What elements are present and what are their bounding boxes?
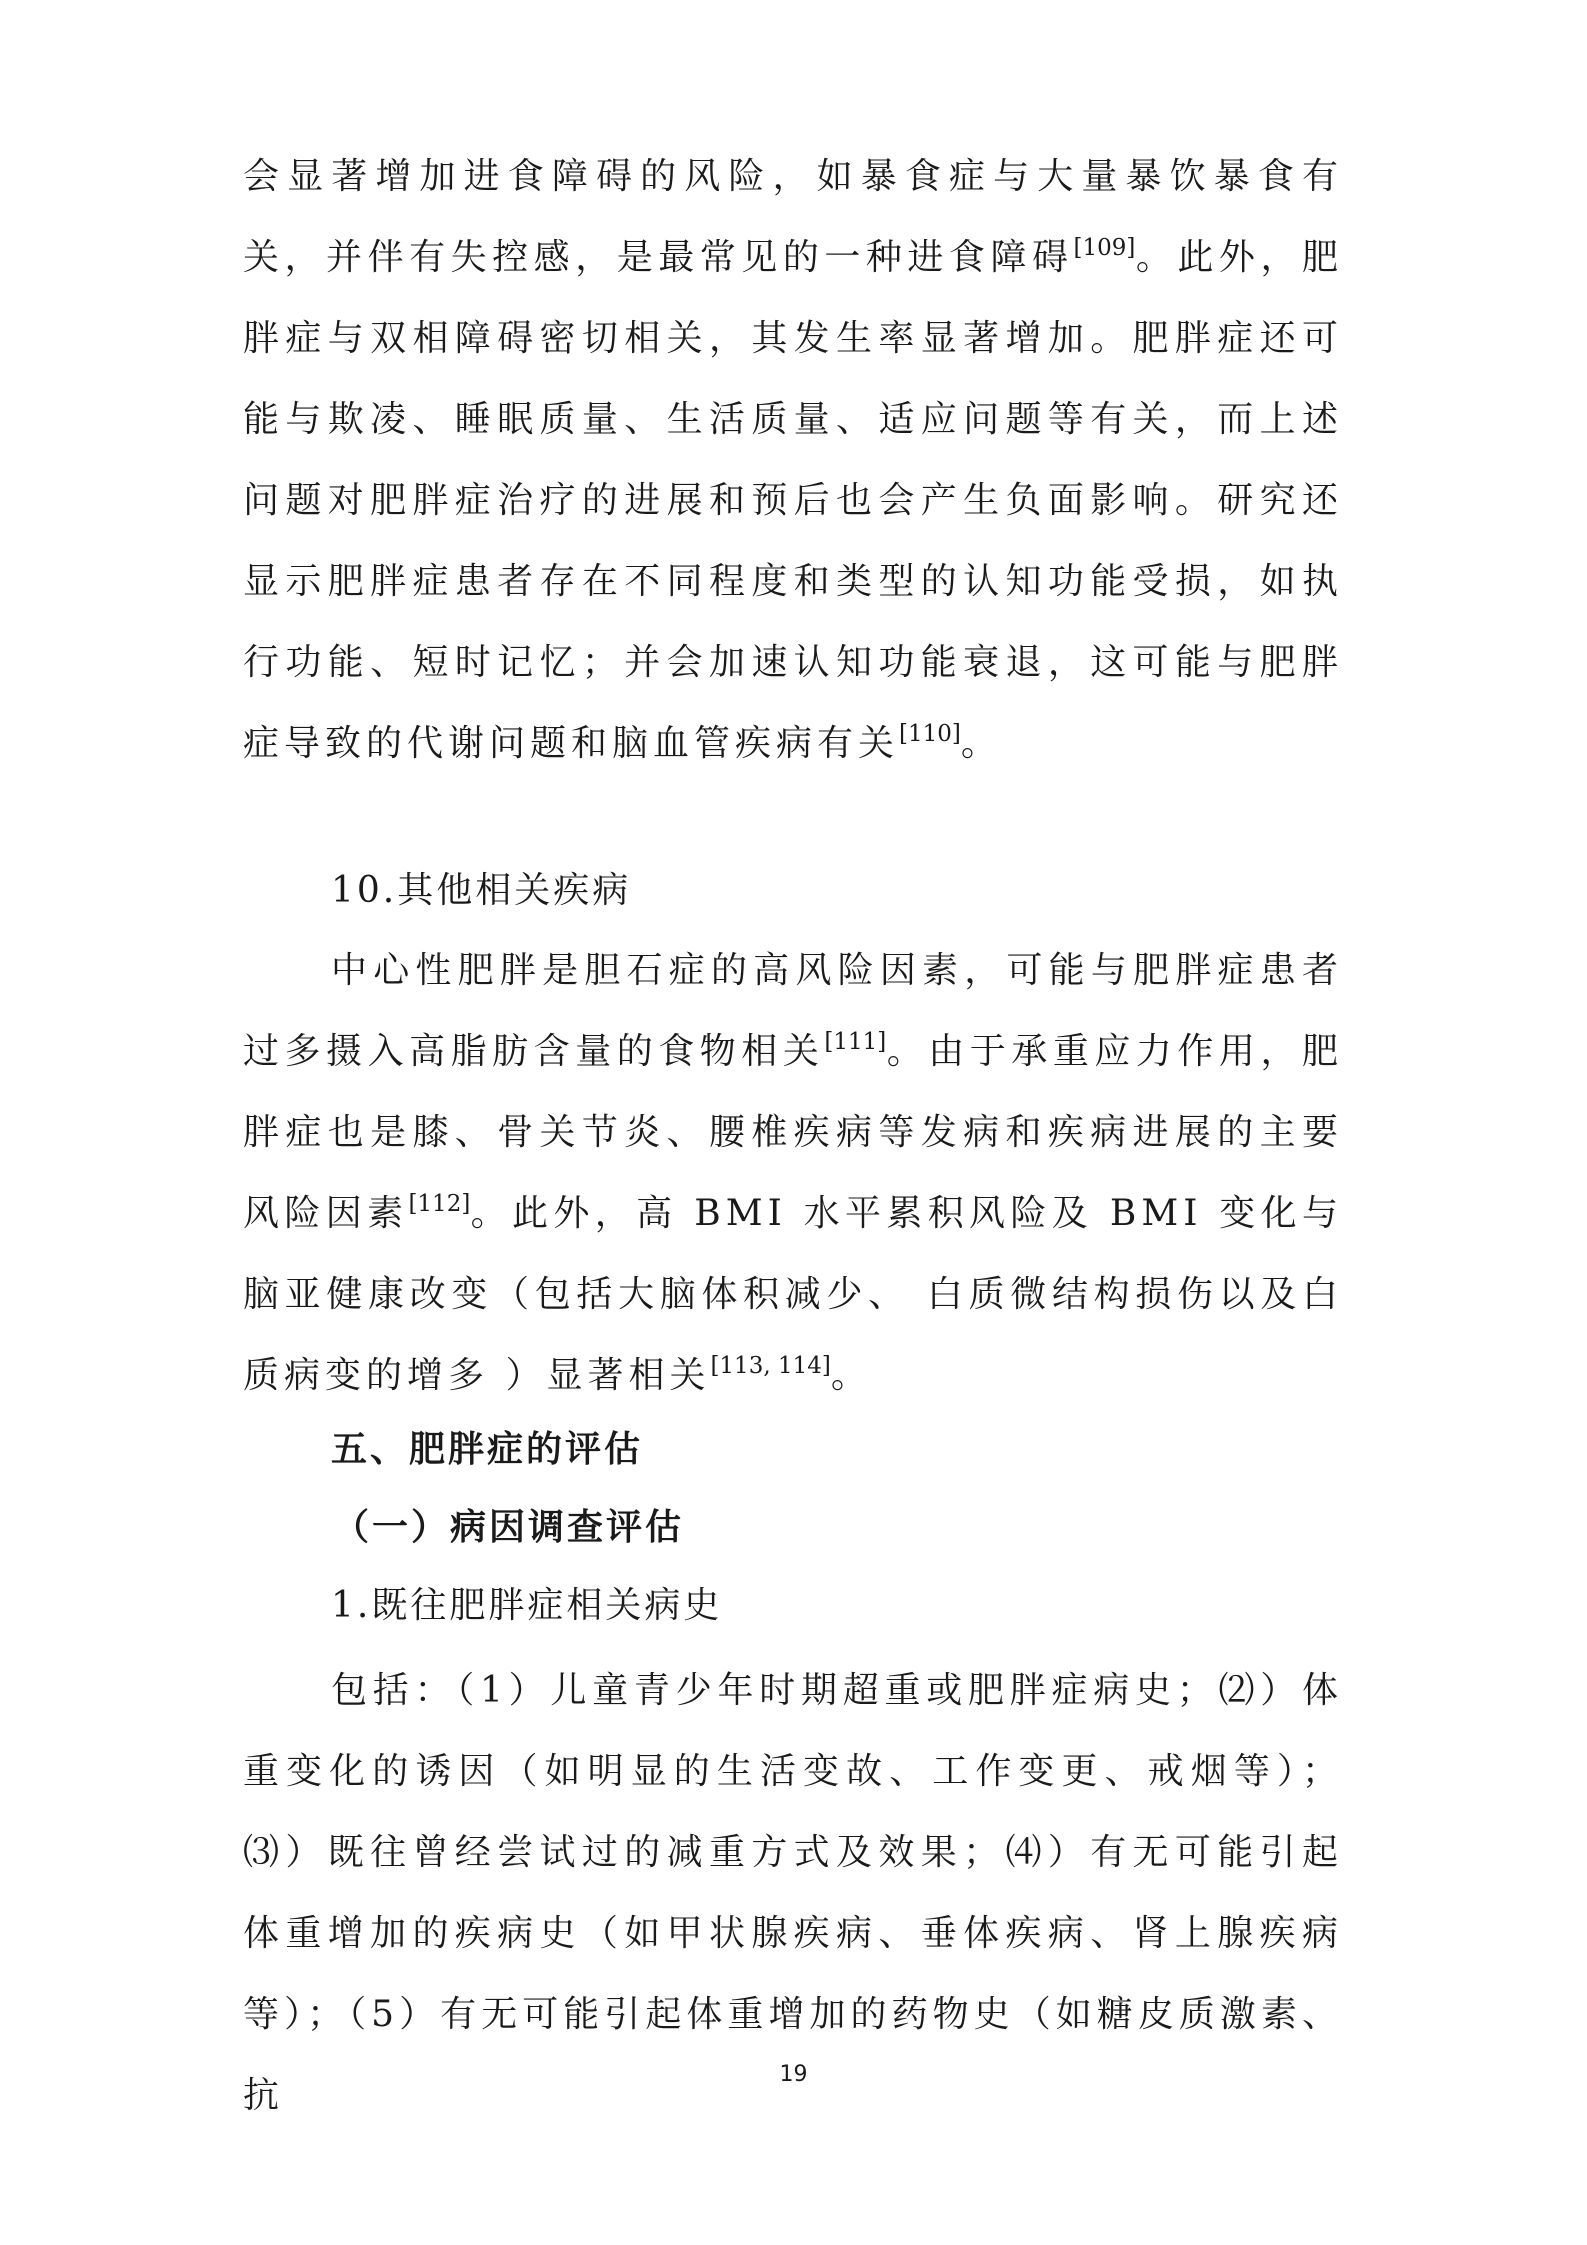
subsection-heading-etiology-assessment: （一）病因调查评估 xyxy=(333,1507,685,1548)
citation-112: [112] xyxy=(408,1191,471,1217)
citation-111: [111] xyxy=(824,1029,887,1055)
citation-113-114: [113, 114] xyxy=(710,1353,831,1379)
heading-other-related-diseases: 10.其他相关疾病 xyxy=(331,870,632,911)
section-heading-obesity-assessment: 五、肥胖症的评估 xyxy=(331,1429,644,1470)
text-run: 。此外，肥胖症与双相障碍密切相关，其发生率显著增加。肥胖症还可能与欺凌、睡眠质量、生活质量、适应问题等有关，而上述问题对肥胖症治疗的进展和预后也会产生负面影响。研究还显示肥胖症患者存在不同程度和类型的认知功能受损，如执行功能、短时记忆；并会加速认知功能衰退，这可能与肥胖症导致的代谢问题和脑血管疾病有关 xyxy=(243,237,1343,764)
page-number: 19 xyxy=(779,2062,808,2087)
citation-110: [110] xyxy=(899,721,961,747)
item-heading-past-history: 1.既往肥胖症相关病史 xyxy=(331,1585,723,1626)
citation-109: [109] xyxy=(1073,235,1136,261)
text-run: 。 xyxy=(830,1355,872,1396)
paragraph-text xyxy=(243,930,1343,1416)
paragraph-text xyxy=(243,136,1343,784)
paragraph-other-diseases xyxy=(243,930,1343,1416)
paragraph-text: 包括：（1）儿童青少年时期超重或肥胖症病史；⑵）体重变化的诱因（如明显的生活变故、工作变更、戒烟等）；⑶）既往曾经尝试过的减重方式及效果；⑷）有无可能引起体重增加的疾病史（如甲状腺疾病、垂体疾病、肾上腺疾病等）；（5）有无可能引起体重增加的药物史（如糖皮质激素、抗 xyxy=(243,1670,1343,2116)
text-run: 会显著增加进食障碍的风险，如暴食症与大量暴饮暴食有关，并伴有失控感，是最常见的一种进食障碍 xyxy=(243,156,1343,278)
text-run: 。 xyxy=(960,723,1002,764)
text-run: 。由于承重应力作用，肥胖症也是膝、骨关节炎、腰椎疾病等发病和疾病进展的主要风险因素 xyxy=(243,1031,1343,1234)
text-run: 。此外，高 BMI 水平累积风险及 BMI 变化与脑亚健康改变（包括大脑体积减少、 白质微结构损伤以及白质病变的增多 ）显著相关 xyxy=(243,1193,1343,1396)
text-run: 中心性肥胖是胆石症的高风险因素，可能与肥胖症患者过多摄入高脂肪含量的食物相关 xyxy=(243,950,1343,1072)
paragraph-eating-disorders xyxy=(243,136,1343,784)
